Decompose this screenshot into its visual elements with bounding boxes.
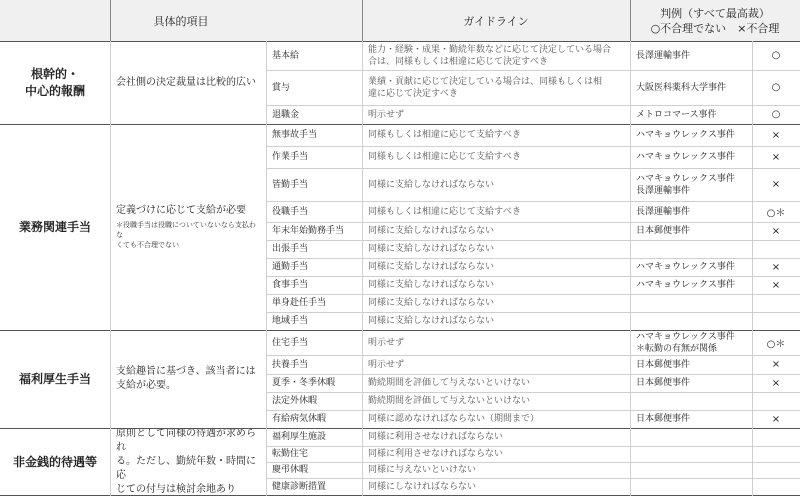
row-item-text: 年末年始勤務手当 [272, 226, 345, 236]
row-case-text: ハマキョウレックス事件 ＊転勤の有無が関係 [636, 331, 735, 354]
category-name-text: 業務関連手当 [18, 219, 91, 234]
row-item-text: 住宅手当 [272, 337, 309, 348]
row-case-text: 長澤運輸事件 [636, 50, 691, 61]
category-description-text: 会社側の決定裁量は比較的広い [116, 76, 256, 88]
column-divider [362, 41, 363, 496]
category-name [0, 428, 110, 496]
row-divider [266, 392, 800, 393]
row-divider [266, 355, 800, 356]
category-description-wrap [116, 76, 256, 90]
row-guideline-text: 同様にしなければならない [368, 482, 477, 492]
row-case [630, 276, 752, 294]
row-item-text: 健康診断措置 [272, 482, 327, 492]
row-judgment-mark [752, 41, 800, 70]
row-guideline-text: 同様に支給しなければならない [368, 298, 495, 308]
row-guideline [362, 41, 630, 70]
row-guideline-text: 同様に支給しなければならない [368, 179, 495, 190]
row-judgment-mark [752, 428, 800, 446]
category-divider [0, 428, 800, 429]
row-item-text: 賞与 [272, 82, 291, 93]
row-case [630, 330, 752, 355]
row-guideline [362, 240, 630, 258]
row-guideline [362, 330, 630, 355]
header-items-text: 具体的項目 [153, 14, 209, 28]
row-judgment-mark [752, 478, 800, 496]
column-divider [630, 41, 631, 496]
row-guideline [362, 222, 630, 240]
row-item [266, 146, 362, 168]
column-divider [110, 41, 111, 496]
row-guideline-text: 同様に認めなければならない（期間まで） [368, 414, 540, 424]
row-item [266, 240, 362, 258]
header-rulings-title: 判例（すべて最高裁） [660, 6, 770, 20]
row-case [630, 105, 752, 124]
row-guideline-text: 同様に支給しなければならない [368, 244, 495, 254]
row-case [630, 374, 752, 392]
row-guideline-text: 明示せず [368, 337, 405, 348]
row-case [630, 70, 752, 105]
row-divider [266, 222, 800, 223]
row-item [266, 374, 362, 392]
row-item-text: 退職金 [272, 109, 300, 120]
row-judgment-mark [752, 70, 800, 105]
row-guideline-text: 同様もしくは相違に応じて支給すべき [368, 206, 521, 217]
row-judgment-mark [752, 168, 800, 201]
row-item-text: 地域手当 [272, 316, 309, 326]
category-name [0, 330, 110, 428]
row-case [630, 462, 752, 478]
row-judgment-mark-text: ○ [771, 82, 781, 93]
row-case [630, 410, 752, 428]
row-guideline-text: 能力・経験・成果・勤続年数などに応じて決定している場合 合は、同様もしくは相違に応じて決定すべき [368, 44, 612, 67]
row-guideline-text: 同様に利用させなければならない [368, 449, 504, 459]
category-name-text: 根幹的・ 中心的報酬 [24, 66, 85, 98]
category-description-wrap [116, 365, 256, 393]
row-judgment-mark-text: ○＊ [766, 208, 786, 219]
row-judgment-mark [752, 276, 800, 294]
row-case [630, 222, 752, 240]
row-case-text: 長澤運輸事件 [636, 206, 691, 217]
row-judgment-mark [752, 105, 800, 124]
row-case [630, 146, 752, 168]
row-item-text: 転勤住宅 [272, 449, 309, 459]
row-judgment-mark [752, 124, 800, 146]
row-guideline-text: 勤続期間を評価して与えないといけない [368, 396, 531, 406]
row-judgment-mark-text: × [771, 359, 781, 370]
row-judgment-mark [752, 462, 800, 478]
row-guideline [362, 276, 630, 294]
row-item [266, 330, 362, 355]
row-case-text: ハマキョウレックス事件 [636, 262, 735, 272]
row-item-text: 作業手当 [272, 152, 309, 162]
row-judgment-mark [752, 240, 800, 258]
category-name [0, 41, 110, 124]
row-item-text: 単身赴任手当 [272, 298, 327, 308]
row-judgment-mark-text: ○＊ [766, 339, 786, 350]
row-case [630, 355, 752, 374]
row-divider [266, 374, 800, 375]
row-item-text: 通勤手当 [272, 262, 309, 272]
row-divider [266, 70, 800, 71]
row-item [266, 446, 362, 462]
header-guideline [362, 0, 630, 41]
row-item [266, 428, 362, 446]
row-case [630, 41, 752, 70]
legend-ng: ×不合理 [737, 21, 780, 35]
row-judgment-mark [752, 258, 800, 276]
row-judgment-mark [752, 201, 800, 222]
row-divider [266, 276, 800, 277]
row-judgment-mark-text: ○ [771, 50, 781, 61]
row-judgment-mark [752, 312, 800, 330]
category-description [110, 41, 266, 124]
row-judgment-mark [752, 446, 800, 462]
row-item-text: 皆勤手当 [272, 179, 309, 190]
header-divider [0, 41, 800, 42]
row-guideline [362, 146, 630, 168]
row-case-text: 日本郵便事件 [636, 226, 691, 236]
category-divider [0, 124, 800, 125]
category-description-text: 原則として同様の待遇が求められ る。ただし、勤続年数・時間に応 じての付与は検討余地あり [116, 428, 256, 495]
row-guideline [362, 374, 630, 392]
row-guideline-text: 同様に支給しなければならない [368, 316, 495, 326]
row-guideline-text: 明示せず [368, 109, 405, 120]
row-case-text: 日本郵便事件 [636, 359, 691, 370]
row-case [630, 258, 752, 276]
category-name-text: 福利厚生手当 [18, 371, 91, 386]
row-guideline [362, 355, 630, 374]
row-judgment-mark-text: × [771, 261, 781, 273]
row-case [630, 124, 752, 146]
row-judgment-mark-text: × [771, 179, 781, 190]
row-item [266, 294, 362, 312]
row-guideline [362, 478, 630, 496]
row-item [266, 258, 362, 276]
row-divider [266, 478, 800, 479]
row-guideline-text: 勤続期間を評価して与えないといけない [368, 378, 531, 388]
row-divider [266, 105, 800, 106]
row-judgment-mark-text: × [771, 225, 781, 237]
row-divider [266, 258, 800, 259]
row-judgment-mark [752, 392, 800, 410]
row-item [266, 276, 362, 294]
row-judgment-mark-text: ○ [771, 109, 781, 120]
row-guideline [362, 124, 630, 146]
category-description-wrap [116, 428, 262, 496]
row-judgment-mark-text: × [771, 129, 781, 141]
row-item-text: 基本給 [272, 50, 300, 61]
row-case-text: 日本郵便事件 [636, 414, 691, 424]
row-divider [266, 462, 800, 463]
row-item [266, 105, 362, 124]
row-guideline [362, 105, 630, 124]
column-divider [752, 41, 753, 496]
row-judgment-mark [752, 355, 800, 374]
row-divider [266, 168, 800, 169]
row-guideline [362, 168, 630, 201]
row-judgment-mark-text: × [771, 377, 781, 389]
row-case [630, 201, 752, 222]
row-item-text: 福利厚生施設 [272, 432, 327, 442]
header-vline [630, 0, 631, 41]
row-guideline [362, 312, 630, 330]
row-case-text: ハマキョウレックス事件 長澤運輸事件 [636, 173, 735, 196]
row-guideline-text: 同様もしくは相違に応じて支給すべき [368, 152, 521, 162]
row-judgment-mark [752, 374, 800, 392]
row-item [266, 312, 362, 330]
row-judgment-mark-text: × [771, 413, 781, 425]
row-judgment-mark [752, 294, 800, 312]
header-vline [110, 0, 111, 41]
row-item [266, 410, 362, 428]
category-divider [0, 330, 800, 331]
row-item [266, 70, 362, 105]
category-description-wrap [116, 204, 262, 250]
row-case [630, 428, 752, 446]
row-guideline [362, 462, 630, 478]
row-guideline [362, 446, 630, 462]
row-item-text: 慶弔休暇 [272, 465, 309, 475]
row-guideline-text: 明示せず [368, 359, 405, 370]
row-judgment-mark [752, 222, 800, 240]
row-guideline [362, 428, 630, 446]
row-item [266, 222, 362, 240]
row-case [630, 478, 752, 496]
row-judgment-mark [752, 146, 800, 168]
row-divider [266, 446, 800, 447]
row-item [266, 41, 362, 70]
category-description [110, 330, 266, 428]
header-rulings-legend [651, 21, 780, 36]
row-divider [266, 146, 800, 147]
row-item-text: 出張手当 [272, 244, 309, 254]
row-case [630, 392, 752, 410]
row-item-text: 有給病気休暇 [272, 414, 327, 424]
category-description [110, 124, 266, 330]
row-judgment-mark-text: × [771, 151, 781, 163]
row-item-text: 食事手当 [272, 280, 309, 290]
row-guideline-text: 同様に支給しなければならない [368, 262, 495, 272]
row-item-text: 役職手当 [272, 206, 309, 217]
legend-ok: ○不合理でない [650, 21, 727, 35]
row-item [266, 392, 362, 410]
row-case-text: ハマキョウレックス事件 [636, 280, 735, 290]
row-guideline-text: 同様に与えないといけない [368, 465, 477, 475]
row-case [630, 446, 752, 462]
row-divider [266, 294, 800, 295]
row-item [266, 462, 362, 478]
row-guideline [362, 294, 630, 312]
row-case-text: メトロコマース事件 [636, 109, 717, 120]
row-case-text: ハマキョウレックス事件 [636, 130, 735, 140]
row-item [266, 168, 362, 201]
category-description-text: 定義づけに応じて支給が必要 [116, 205, 246, 216]
row-judgment-mark [752, 330, 800, 355]
row-guideline-text: 同様に利用させなければならない [368, 432, 504, 442]
category-description-note: ＊役職手当は役職についていないなら支払わな くても不合理でない [116, 221, 256, 249]
row-guideline-text: 同様に支給しなければならない [368, 280, 495, 290]
row-guideline-text: 同様に支給しなければならない [368, 226, 495, 236]
category-name [0, 124, 110, 330]
row-case-text: 大阪医科薬科大学事件 [636, 82, 727, 93]
row-item [266, 478, 362, 496]
row-divider [266, 410, 800, 411]
row-case-text: ハマキョウレックス事件 [636, 152, 735, 162]
category-description-text: 支給趣旨に基づき、該当者には 支給が必要。 [116, 366, 256, 391]
row-item [266, 124, 362, 146]
row-divider [266, 312, 800, 313]
header-items [0, 0, 362, 41]
row-guideline-text: 同様もしくは相違に応じて支給すべき [368, 130, 521, 140]
row-item [266, 355, 362, 374]
row-guideline [362, 258, 630, 276]
row-case [630, 294, 752, 312]
row-judgment-mark-text: × [771, 279, 781, 291]
row-item-text: 扶養手当 [272, 359, 309, 370]
row-case [630, 312, 752, 330]
row-guideline [362, 392, 630, 410]
row-item [266, 201, 362, 222]
row-divider [266, 201, 800, 202]
row-item-text: 無事故手当 [272, 130, 318, 140]
row-guideline [362, 410, 630, 428]
row-case [630, 168, 752, 201]
row-guideline [362, 70, 630, 105]
row-guideline [362, 201, 630, 222]
header-rulings [630, 0, 800, 41]
row-case [630, 240, 752, 258]
row-item-text: 夏季・冬季休暇 [272, 378, 336, 388]
column-divider [266, 41, 267, 496]
row-divider [266, 240, 800, 241]
category-description [110, 428, 266, 496]
category-name-text: 非金銭的待遇等 [12, 454, 97, 469]
row-judgment-mark [752, 410, 800, 428]
header-vline [362, 0, 363, 41]
header-guideline-text: ガイドライン [463, 14, 529, 28]
row-case-text: 日本郵便事件 [636, 378, 691, 388]
row-item-text: 法定外休暇 [272, 396, 318, 406]
row-guideline-text: 業績・貢献に応じて決定している場合は、同様もしくは相 違に応じて決定すべき [368, 76, 603, 99]
